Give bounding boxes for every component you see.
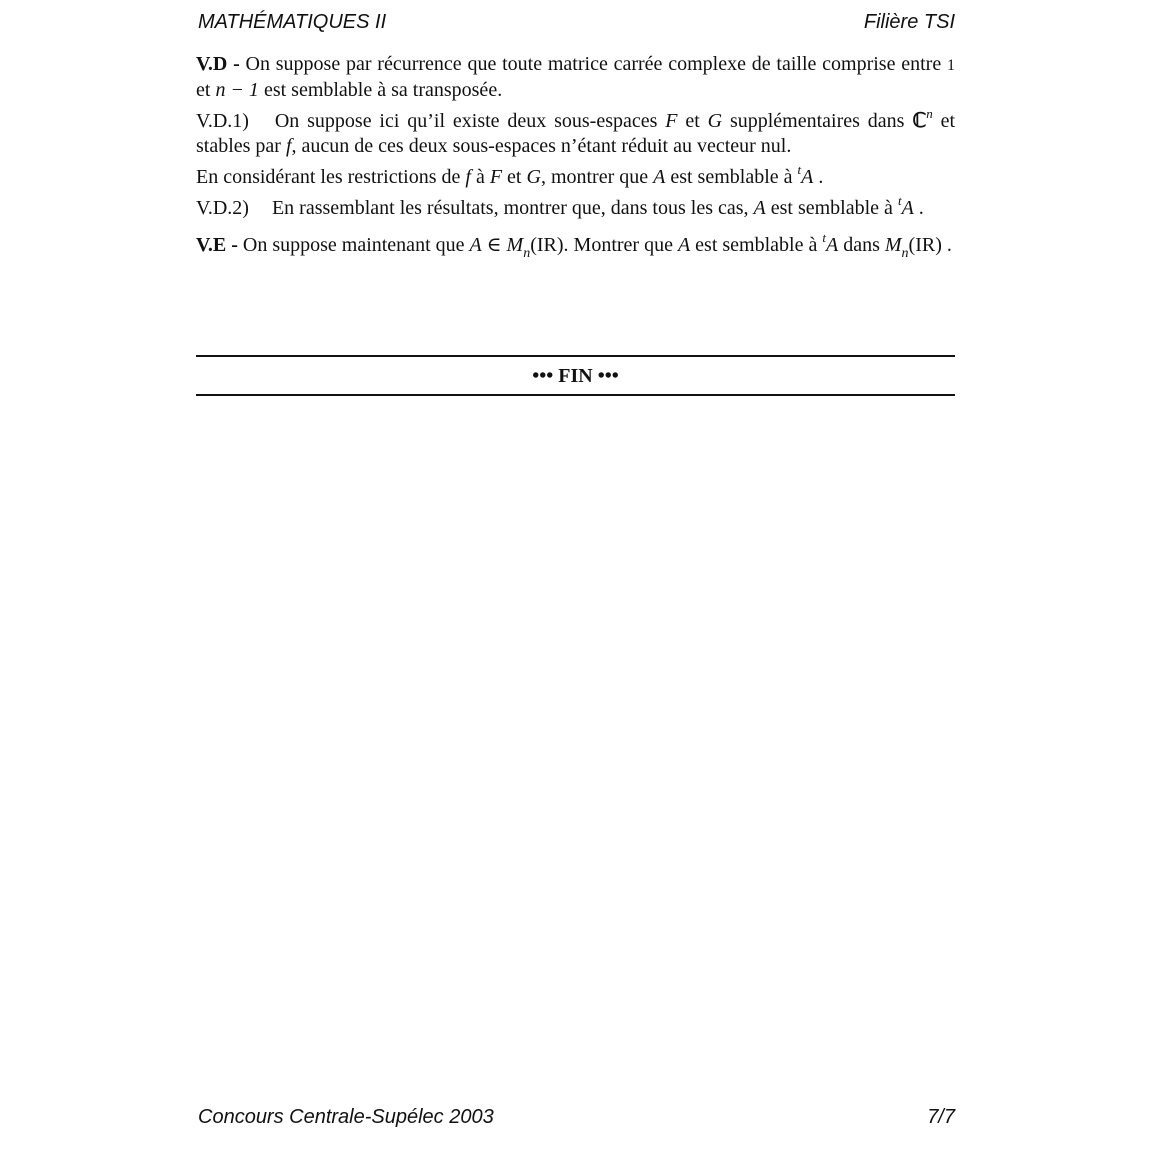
- vd2-dot: .: [918, 197, 924, 219]
- vd-end: est semblable à sa transposée.: [263, 79, 503, 101]
- vd2-text-2: est semblable à: [770, 197, 893, 219]
- ve-M2: M: [884, 234, 902, 256]
- vd1-text-2: supplémentaires dans: [729, 110, 905, 132]
- footer-contest: Concours Centrale-Supélec 2003: [198, 1106, 494, 1128]
- vd1-exp-n: n: [926, 106, 933, 121]
- label-vd1: V.D.1): [196, 110, 249, 132]
- paragraph-vd1-question: [196, 162, 955, 190]
- end-marker: ••• FIN •••: [532, 365, 619, 387]
- ve-sub-n2: n: [901, 246, 909, 261]
- label-ve: V.E -: [196, 234, 238, 256]
- vd1-G: G: [707, 110, 723, 132]
- ve-A3: A: [825, 234, 839, 256]
- ve-sub-n: n: [523, 246, 531, 261]
- vd-et: et: [196, 79, 211, 101]
- ve-A2: A: [677, 234, 691, 256]
- vd1b-text-2: , montrer que: [540, 166, 649, 188]
- header-track: Filière TSI: [863, 11, 955, 33]
- divider-top: [196, 355, 955, 357]
- vd1b-F: F: [489, 166, 503, 188]
- vd1-text-4: , aucun de ces deux sous-espaces n’étant réduit au vecteur nul.: [291, 135, 792, 157]
- ve-transpose-t: t: [822, 230, 826, 245]
- vd1b-A2: A: [801, 166, 814, 188]
- vd2-text-1: En rassemblant les résultats, montrer que, dans tous les cas,: [271, 197, 749, 219]
- vd2-A2: A: [901, 197, 914, 219]
- ve-text-2: . Montrer que: [563, 234, 673, 256]
- ve-dans: dans: [843, 234, 880, 256]
- header-subject: MATHÉMATIQUES II: [198, 11, 387, 33]
- vd2-A: A: [753, 197, 766, 219]
- vd1-f: f: [285, 135, 292, 157]
- vd2-transpose-t: t: [897, 193, 902, 208]
- vd1b-A: A: [653, 166, 666, 188]
- vd1b-f: f: [465, 166, 471, 188]
- vd1-et: et: [685, 110, 700, 132]
- vd1-text-3: et stables par: [196, 110, 956, 157]
- divider-bottom: [196, 394, 955, 396]
- ve-R: (IR): [530, 234, 564, 256]
- label-vd: V.D -: [196, 53, 240, 75]
- ve-M: M: [506, 234, 524, 256]
- paragraph-vd2: [196, 193, 955, 221]
- ve-dot: .: [946, 234, 952, 256]
- ve-text-1: On suppose maintenant que: [242, 234, 465, 256]
- vd1-C: ℂ: [912, 110, 927, 132]
- ve-in: ∈: [486, 234, 502, 256]
- vd-one: 1: [947, 57, 956, 74]
- vd1-F: F: [665, 110, 678, 132]
- ve-R2: (IR): [908, 234, 942, 256]
- vd1b-transpose-t: t: [797, 162, 802, 177]
- document-body: [196, 52, 956, 261]
- vd1-text-1: On suppose ici qu’il existe deux sous-espaces: [274, 110, 658, 132]
- vd1b-text-3: est semblable à: [670, 166, 793, 188]
- footer-page-number: 7/7: [927, 1106, 955, 1128]
- document-page: [196, 0, 955, 1152]
- paragraph-vd: [196, 52, 955, 103]
- vd-n-minus-1: n − 1: [215, 79, 259, 101]
- vd1b-et: et: [507, 166, 522, 188]
- vd1b-text-1: En considérant les restrictions de: [196, 166, 461, 188]
- ve-text-3: est semblable à: [695, 234, 818, 256]
- vd1b-dot: .: [818, 166, 824, 188]
- vd1b-G: G: [526, 166, 541, 188]
- paragraph-vd1: [196, 106, 956, 159]
- label-vd2: V.D.2): [196, 197, 249, 219]
- vd-text: On suppose par récurrence que toute matrice carrée complexe de taille comprise entre: [245, 53, 942, 75]
- ve-A: A: [469, 234, 482, 256]
- vd1b-a: à: [475, 166, 485, 188]
- paragraph-ve: [196, 230, 955, 261]
